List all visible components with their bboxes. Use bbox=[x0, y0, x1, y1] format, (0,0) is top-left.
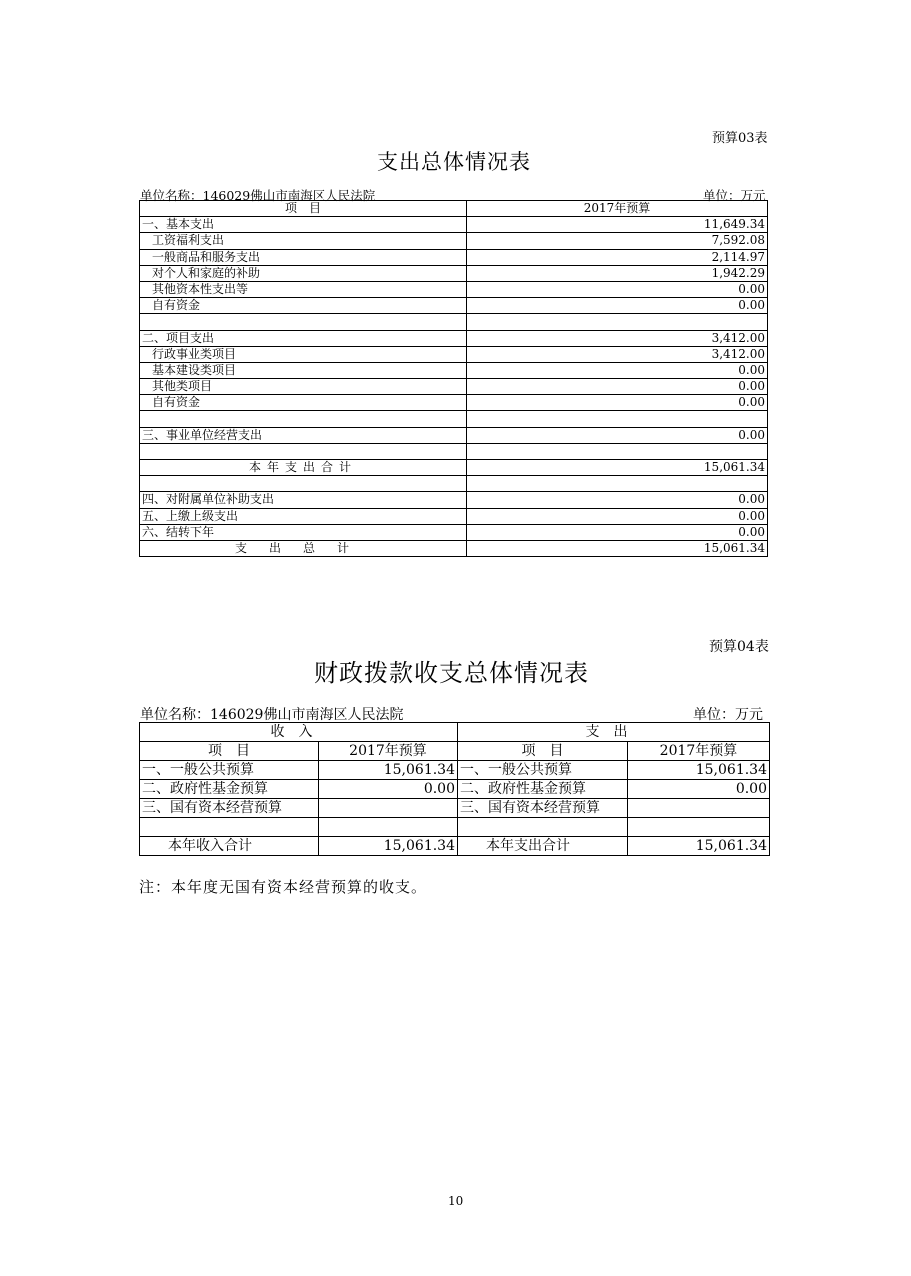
group-header-row bbox=[140, 723, 770, 742]
table-row bbox=[140, 217, 768, 233]
income-label: 一、一般公共预算 bbox=[140, 761, 319, 780]
row-value: 15,061.34 bbox=[467, 460, 768, 476]
expense-value: 15,061.34 bbox=[628, 761, 770, 780]
total-row bbox=[140, 837, 770, 856]
unit-label: 单位：万元 bbox=[693, 707, 763, 723]
fiscal-table bbox=[139, 722, 770, 856]
table-row bbox=[140, 362, 768, 378]
row-value: 1,942.29 bbox=[467, 265, 768, 281]
expense-label: 二、政府性基金预算 bbox=[458, 780, 628, 799]
table-tag: 预算04表 bbox=[709, 639, 769, 655]
row-label: 三、事业单位经营支出 bbox=[140, 427, 467, 443]
row-value: 11,649.34 bbox=[467, 217, 768, 233]
table-row bbox=[140, 314, 768, 330]
header-item: 项 目 bbox=[458, 742, 628, 761]
table-row bbox=[140, 799, 770, 818]
income-value bbox=[319, 818, 458, 837]
header-year: 2017年预算 bbox=[467, 201, 768, 217]
row-value: 3,412.00 bbox=[467, 346, 768, 362]
income-label: 二、政府性基金预算 bbox=[140, 780, 319, 799]
expenditure-table bbox=[139, 200, 768, 557]
table-row bbox=[140, 411, 768, 427]
table-row bbox=[140, 492, 768, 508]
row-label: 支出总计 bbox=[140, 540, 467, 556]
row-label: 自有资金 bbox=[140, 298, 467, 314]
income-header: 收入 bbox=[140, 723, 458, 742]
row-label: 四、对附属单位补助支出 bbox=[140, 492, 467, 508]
table-row bbox=[140, 346, 768, 362]
header-year: 2017年预算 bbox=[319, 742, 458, 761]
table-tag: 预算03表 bbox=[712, 131, 768, 146]
page-title: 支出总体情况表 bbox=[377, 150, 531, 174]
table-row bbox=[140, 298, 768, 314]
expense-total-value: 15,061.34 bbox=[628, 837, 770, 856]
expense-header: 支出 bbox=[458, 723, 770, 742]
column-header-row bbox=[140, 742, 770, 761]
row-value: 0.00 bbox=[467, 362, 768, 378]
row-label: 一、基本支出 bbox=[140, 217, 467, 233]
income-total-value: 15,061.34 bbox=[319, 837, 458, 856]
row-label: 一般商品和服务支出 bbox=[140, 249, 467, 265]
table-row bbox=[140, 761, 770, 780]
table-row bbox=[140, 265, 768, 281]
row-label: 基本建设类项目 bbox=[140, 362, 467, 378]
row-value: 0.00 bbox=[467, 508, 768, 524]
page-title: 财政拨款收支总体情况表 bbox=[314, 659, 589, 687]
income-value: 15,061.34 bbox=[319, 761, 458, 780]
income-label: 三、国有资本经营预算 bbox=[140, 799, 319, 818]
row-label: 五、上缴上级支出 bbox=[140, 508, 467, 524]
total-row bbox=[140, 540, 768, 556]
table-row bbox=[140, 476, 768, 492]
table-row bbox=[140, 395, 768, 411]
header-item: 项 目 bbox=[140, 201, 467, 217]
unit-name: 单位名称：146029佛山市南海区人民法院 bbox=[140, 188, 376, 203]
expense-label: 三、国有资本经营预算 bbox=[458, 799, 628, 818]
row-label bbox=[140, 443, 467, 459]
income-value bbox=[319, 799, 458, 818]
row-label: 六、结转下年 bbox=[140, 524, 467, 540]
row-value: 0.00 bbox=[467, 492, 768, 508]
row-value: 0.00 bbox=[467, 524, 768, 540]
table-row bbox=[140, 330, 768, 346]
table-row bbox=[140, 427, 768, 443]
row-value: 0.00 bbox=[467, 379, 768, 395]
row-value: 2,114.97 bbox=[467, 249, 768, 265]
table-row bbox=[140, 249, 768, 265]
income-value: 0.00 bbox=[319, 780, 458, 799]
row-label: 二、项目支出 bbox=[140, 330, 467, 346]
unit-label: 单位：万元 bbox=[703, 188, 766, 203]
expense-label: 一、一般公共预算 bbox=[458, 761, 628, 780]
table-row bbox=[140, 524, 768, 540]
row-value: 0.00 bbox=[467, 427, 768, 443]
expense-value bbox=[628, 799, 770, 818]
table-row bbox=[140, 379, 768, 395]
income-total-label: 本年收入合计 bbox=[140, 837, 319, 856]
page-number: 10 bbox=[448, 1194, 464, 1208]
row-label bbox=[140, 411, 467, 427]
table-row bbox=[140, 780, 770, 799]
row-label: 其他资本性支出等 bbox=[140, 281, 467, 297]
row-label: 本年支出合计 bbox=[140, 460, 467, 476]
row-value: 0.00 bbox=[467, 298, 768, 314]
table-row bbox=[140, 443, 768, 459]
footnote: 注：本年度无国有资本经营预算的收支。 bbox=[139, 878, 428, 896]
row-label: 工资福利支出 bbox=[140, 233, 467, 249]
unit-name: 单位名称：146029佛山市南海区人民法院 bbox=[140, 707, 404, 723]
row-value bbox=[467, 411, 768, 427]
row-label: 自有资金 bbox=[140, 395, 467, 411]
row-label: 行政事业类项目 bbox=[140, 346, 467, 362]
table-row bbox=[140, 508, 768, 524]
row-value bbox=[467, 443, 768, 459]
header-year: 2017年预算 bbox=[628, 742, 770, 761]
table-row bbox=[140, 281, 768, 297]
expense-label bbox=[458, 818, 628, 837]
row-value: 0.00 bbox=[467, 281, 768, 297]
expense-value bbox=[628, 818, 770, 837]
expense-value: 0.00 bbox=[628, 780, 770, 799]
row-value bbox=[467, 314, 768, 330]
row-value: 0.00 bbox=[467, 395, 768, 411]
subtotal-row bbox=[140, 460, 768, 476]
row-value: 7,592.08 bbox=[467, 233, 768, 249]
row-value: 15,061.34 bbox=[467, 540, 768, 556]
income-label bbox=[140, 818, 319, 837]
row-label: 对个人和家庭的补助 bbox=[140, 265, 467, 281]
header-item: 项 目 bbox=[140, 742, 319, 761]
table-row bbox=[140, 233, 768, 249]
row-label: 其他类项目 bbox=[140, 379, 467, 395]
expense-total-label: 本年支出合计 bbox=[458, 837, 628, 856]
table-header-row bbox=[140, 201, 768, 217]
row-value: 3,412.00 bbox=[467, 330, 768, 346]
row-value bbox=[467, 476, 768, 492]
row-label bbox=[140, 314, 467, 330]
row-label bbox=[140, 476, 467, 492]
table-row bbox=[140, 818, 770, 837]
